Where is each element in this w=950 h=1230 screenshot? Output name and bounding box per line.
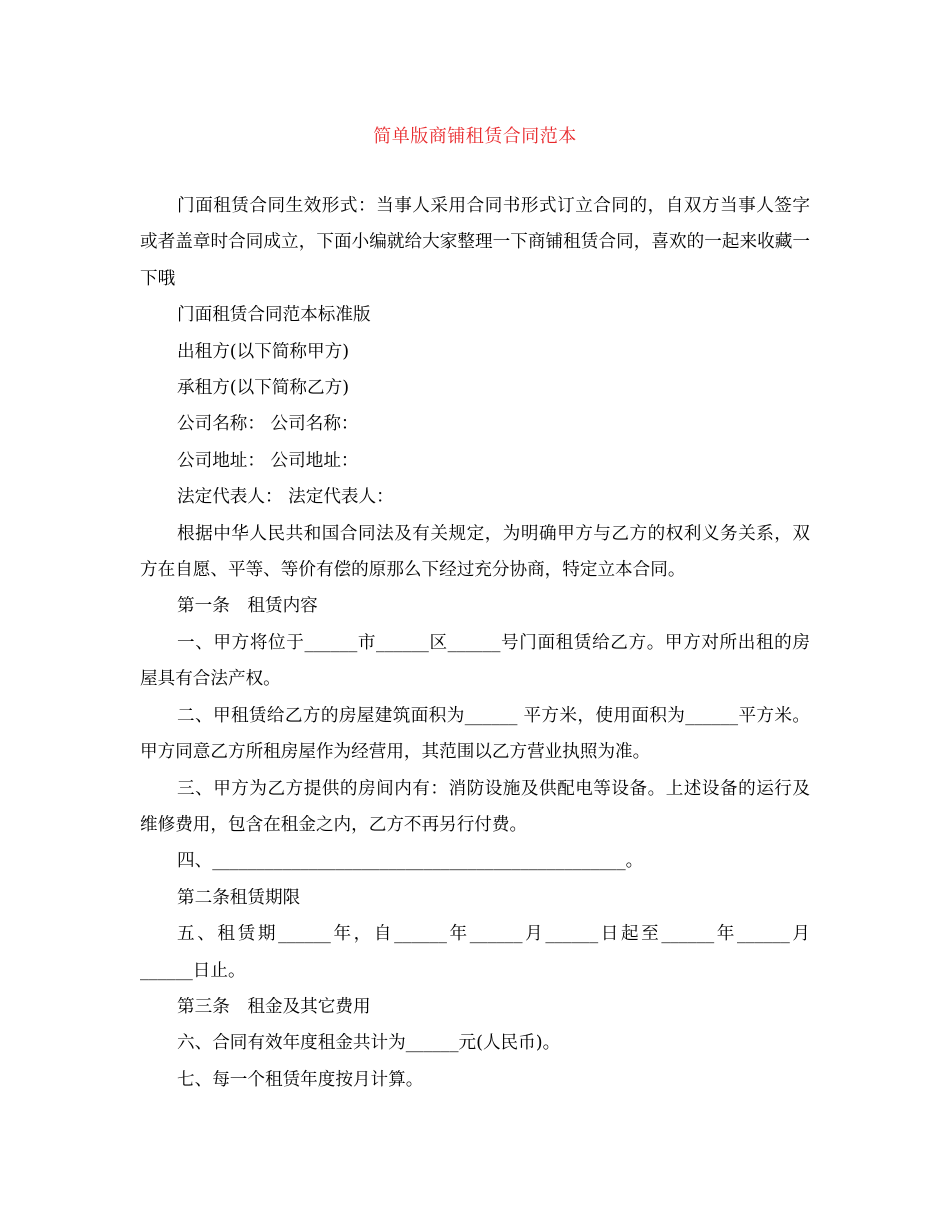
clause-4: 四、_______________________________________________。 bbox=[177, 851, 644, 872]
article-1-heading: 第一条 租赁内容 bbox=[177, 596, 318, 617]
paragraph-lessee: 承租方(以下简称乙方) bbox=[177, 378, 350, 399]
clause-5: 五、租赁期______年，自______年______月______日起至______年______月______日止。 bbox=[140, 924, 810, 981]
paragraph-company-name: 公司名称： 公司名称： bbox=[177, 414, 359, 435]
article-2-heading: 第二条租赁期限 bbox=[177, 887, 301, 908]
clause-3: 三、甲方为乙方提供的房间内有：消防设施及供配电等设备。上述设备的运行及维修费用，包含在租金之内，乙方不再另行付费。 bbox=[140, 778, 810, 835]
paragraph-preamble: 根据中华人民共和国合同法及有关规定，为明确甲方与乙方的权利义务关系，双方在自愿、平等、等价有偿的原那么下经过充分协商，特定立本合同。 bbox=[140, 523, 810, 581]
clause-7: 七、每一个租赁年度按月计算。 bbox=[177, 1069, 424, 1090]
paragraph-heading-standard: 门面租赁合同范本标准版 bbox=[177, 305, 371, 326]
clause-2: 二、甲租赁给乙方的房屋建筑面积为______ 平方米，使用面积为______平方米。甲方同意乙方所租房屋作为经营用，其范围以乙方营业执照为准。 bbox=[140, 705, 810, 763]
paragraph-legal-representative: 法定代表人： 法定代表人： bbox=[177, 487, 394, 508]
paragraph-lessor: 出租方(以下简称甲方) bbox=[177, 341, 350, 362]
document-title: 简单版商铺租赁合同范本 bbox=[373, 126, 577, 147]
document-body bbox=[140, 188, 810, 1098]
clause-1: 一、甲方将位于______市______区______号门面租赁给乙方。甲方对所出租的房屋具有合法产权。 bbox=[140, 632, 810, 690]
clause-6: 六、合同有效年度租金共计为______元(人民币)。 bbox=[177, 1033, 561, 1054]
article-3-heading: 第三条 租金及其它费用 bbox=[177, 996, 371, 1017]
paragraph-company-address: 公司地址： 公司地址： bbox=[177, 450, 359, 471]
paragraph-intro: 门面租赁合同生效形式：当事人采用合同书形式订立合同的，自双方当事人签字或者盖章时合同成立，下面小编就给大家整理一下商铺租赁合同，喜欢的一起来收藏一下哦 bbox=[140, 196, 810, 289]
